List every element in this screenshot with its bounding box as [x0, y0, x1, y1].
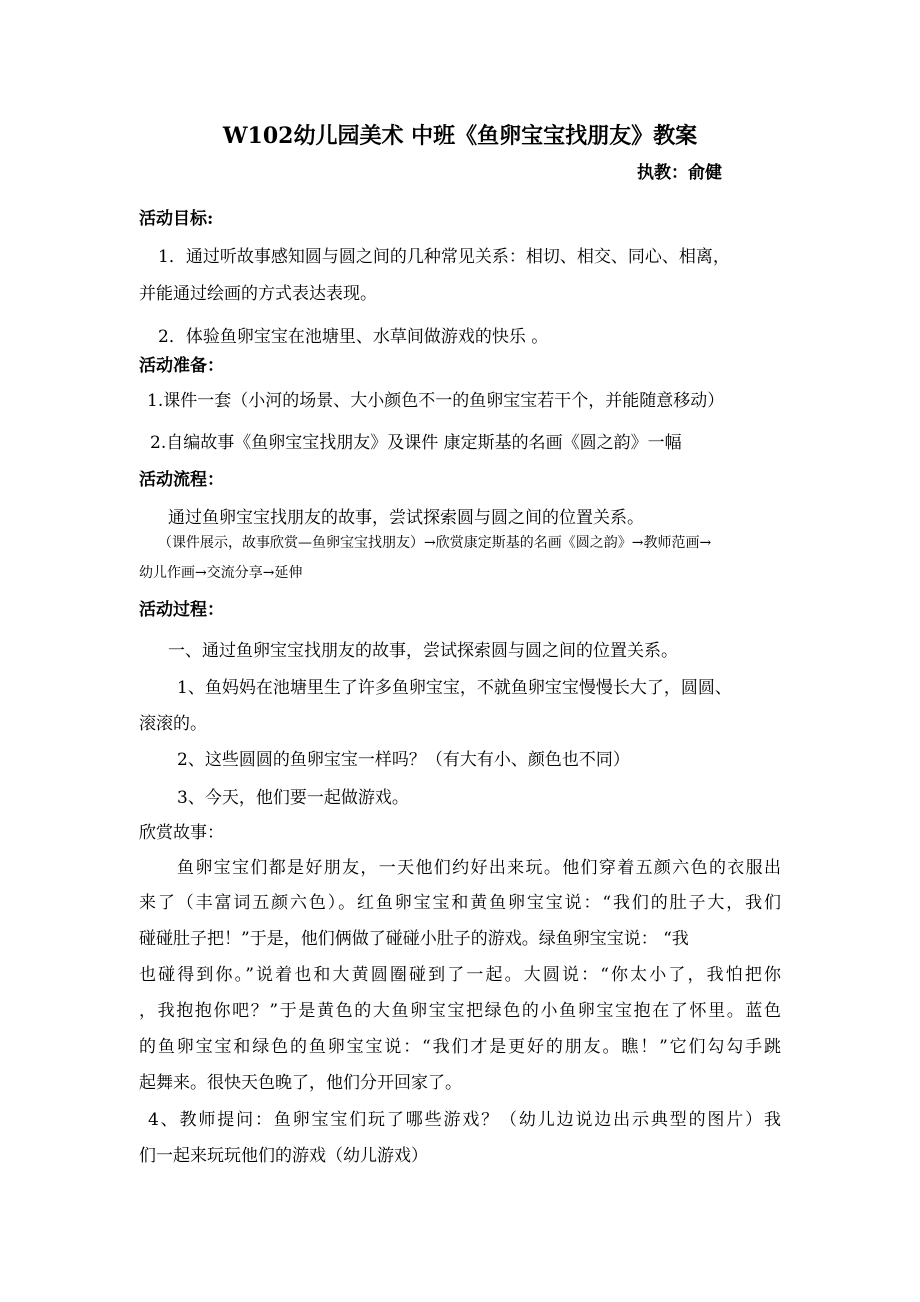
story-line-5: ，我抱抱你吧？”于是黄色的大鱼卵宝宝把绿色的小鱼卵宝宝抱在了怀里。蓝色	[139, 1001, 781, 1021]
flow-chain-line-1: （课件展示，故事欣赏—鱼卵宝宝找朋友）→欣赏康定斯基的名画《圆之韵》→教师范画→	[158, 535, 712, 551]
story-label: 欣赏故事：	[139, 823, 224, 843]
preparation-heading: 活动准备：	[139, 356, 224, 376]
story-line-6: 的鱼卵宝宝和绿色的鱼卵宝宝说：“我们才是更好的朋友。瞧！”它们勾勾手跳	[139, 1037, 781, 1057]
goals-item-2: 2．体验鱼卵宝宝在池塘里、水草间做游戏的快乐 。	[158, 327, 549, 347]
instructor-line: 执教：俞健	[637, 163, 722, 183]
story-line-3: 碰碰肚子把！”于是，他们俩做了碰碰小肚子的游戏。绿鱼卵宝宝说： “我	[139, 929, 689, 949]
process-step-1-line-1: 1、鱼妈妈在池塘里生了许多鱼卵宝宝，不就鱼卵宝宝慢慢长大了，圆圆、	[177, 678, 732, 698]
goals-item-1-line-2: 并能通过绘画的方式表达表现。	[139, 284, 377, 304]
process-step-1-line-2: 滚滚的。	[139, 714, 207, 734]
story-line-4: 也碰得到你。”说着也和大黄圆圈碰到了一起。大圆说：“你太小了，我怕把你	[139, 965, 781, 985]
story-line-1: 鱼卵宝宝们都是好朋友，一天他们约好出来玩。他们穿着五颜六色的衣服出	[177, 858, 781, 878]
document-title: W102幼儿园美术 中班《鱼卵宝宝找朋友》教案	[222, 123, 698, 149]
flow-heading: 活动流程：	[139, 470, 224, 490]
process-step-4-line-2: 们一起来玩玩他们的游戏（幼儿游戏）	[139, 1146, 428, 1166]
process-step-3: 3、今天，他们要一起做游戏。	[177, 788, 409, 808]
process-step-4-line-1: 4、教师提问：鱼卵宝宝们玩了哪些游戏？（幼儿边说边出示典型的图片）我	[148, 1110, 781, 1130]
process-step-2: 2、这些圆圆的鱼卵宝宝一样吗？（有大有小、颜色也不同）	[177, 750, 630, 770]
preparation-item-2: 2.自编故事《鱼卵宝宝找朋友》及课件 康定斯基的名画《圆之韵》一幅	[150, 433, 682, 453]
story-line-2: 来了（丰富词五颜六色）。红鱼卵宝宝和黄鱼卵宝宝说：“我们的肚子大，我们	[139, 893, 781, 913]
preparation-item-1: 1.课件一套（小河的场景、大小颜色不一的鱼卵宝宝若干个，并能随意移动）	[147, 391, 725, 411]
process-section-1: 一、通过鱼卵宝宝找朋友的故事，尝试探索圆与圆之间的位置关系。	[168, 641, 678, 661]
goals-item-1-line-1: 1．通过听故事感知圆与圆之间的几种常见关系：相切、相交、同心、相离，	[158, 247, 730, 267]
story-line-7: 起舞来。很快天色晚了，他们分开回家了。	[139, 1073, 462, 1093]
flow-chain-line-2: 幼儿作画→交流分享→延伸	[139, 565, 303, 581]
process-heading: 活动过程：	[139, 600, 224, 620]
flow-text: 通过鱼卵宝宝找朋友的故事，尝试探索圆与圆之间的位置关系。	[168, 508, 644, 528]
goals-heading: 活动目标:	[139, 209, 214, 229]
